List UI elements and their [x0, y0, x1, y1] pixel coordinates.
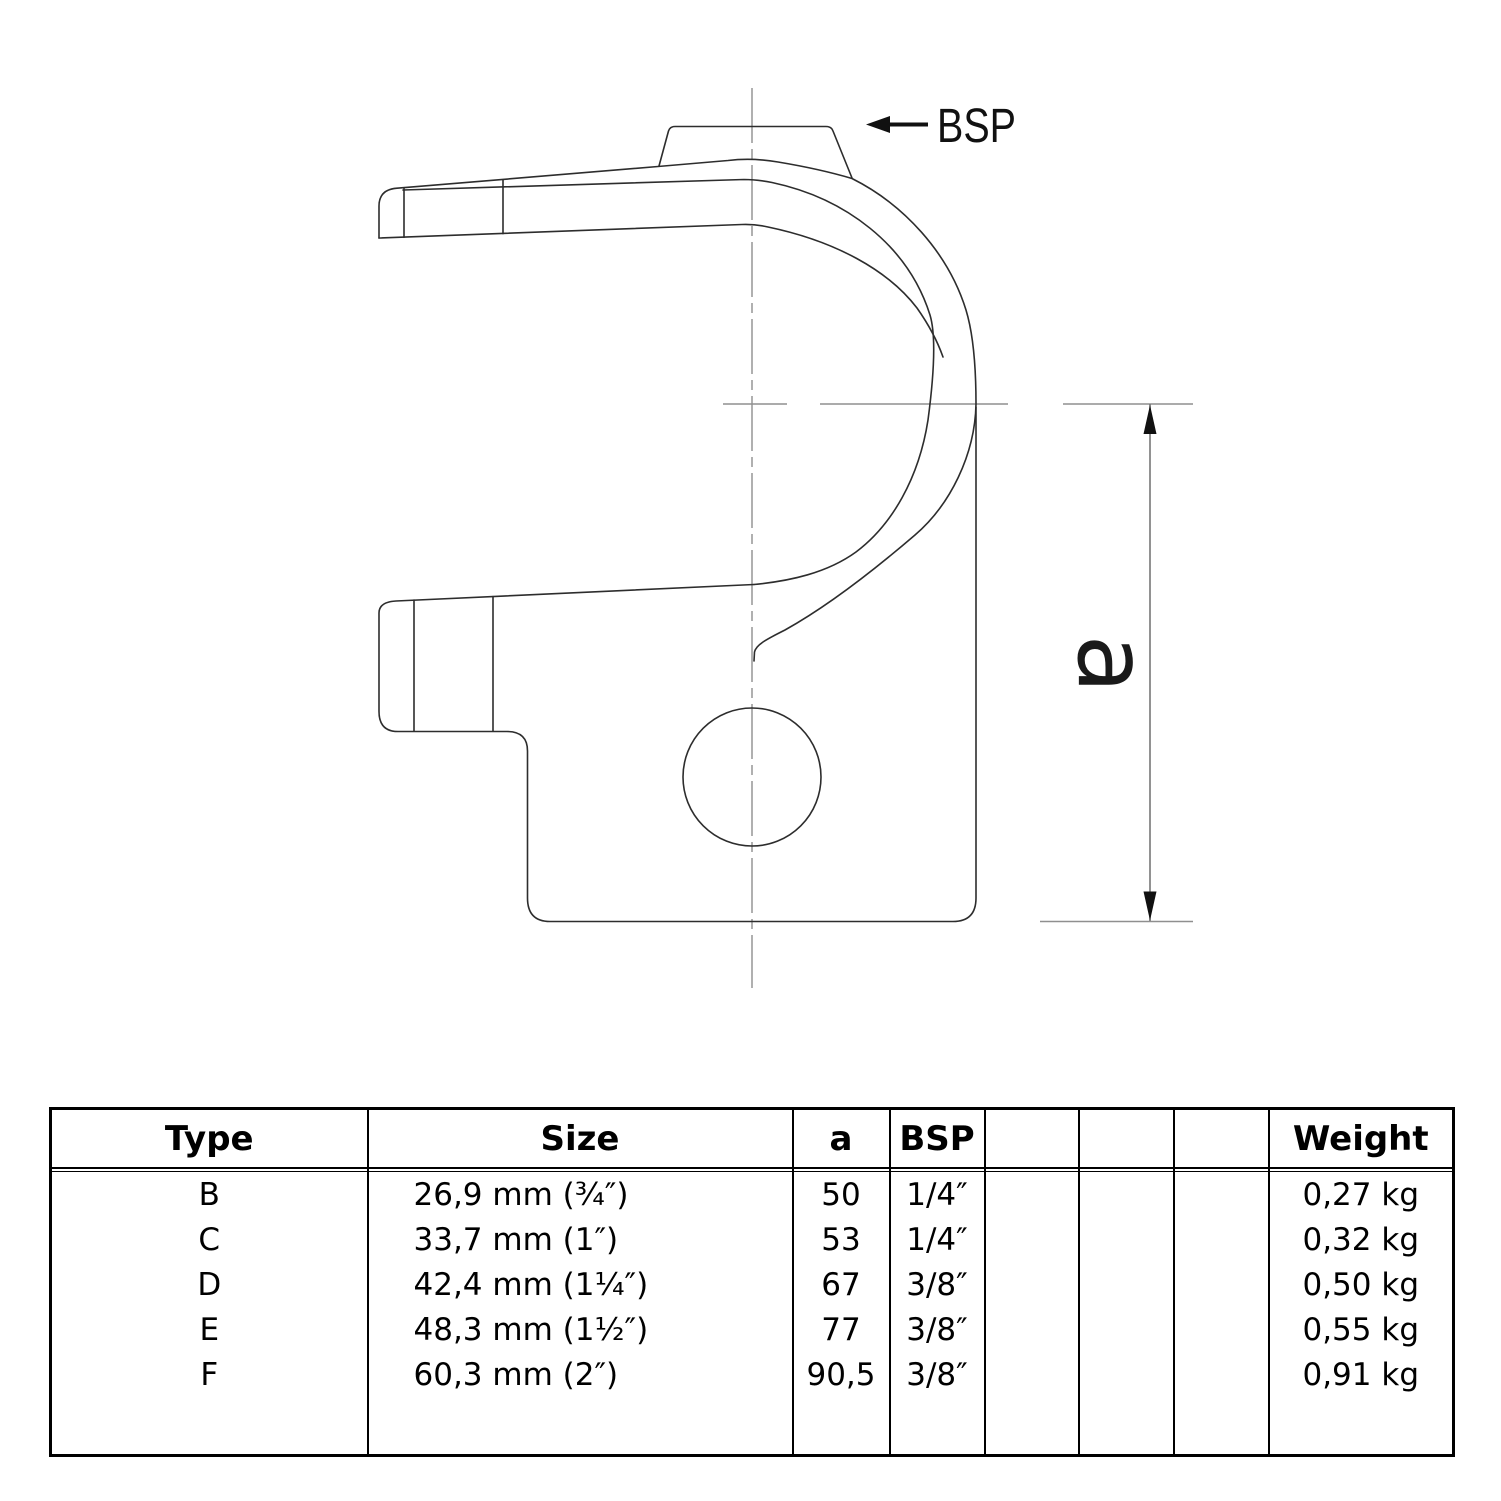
- cell-size: 48,3 mm (1½″): [368, 1308, 793, 1353]
- bsp-label: BSP: [937, 100, 1016, 153]
- cell-a: 77: [793, 1308, 890, 1353]
- table-filler-row: [51, 1398, 1454, 1456]
- saddle-inner-edge: [403, 180, 934, 585]
- cell-weight: 0,32 kg: [1269, 1217, 1454, 1262]
- cell-type: D: [51, 1262, 368, 1307]
- header-type: Type: [51, 1109, 368, 1169]
- cell-bsp: 3/8″: [890, 1262, 985, 1307]
- cell-bsp: 3/8″: [890, 1308, 985, 1353]
- cell-a: 67: [793, 1262, 890, 1307]
- header-empty2: [1079, 1109, 1174, 1169]
- cell-size: 33,7 mm (1″): [368, 1217, 793, 1262]
- cell-type: C: [51, 1217, 368, 1262]
- dimension-a-label: a: [1056, 634, 1168, 694]
- table-row: [51, 1308, 1454, 1353]
- jaw-face-lines: [404, 180, 503, 731]
- dimension-arrow-bottom: [1144, 892, 1157, 921]
- cell-type: E: [51, 1308, 368, 1353]
- cell-size: 26,9 mm (¾″): [368, 1172, 793, 1218]
- header-size: Size: [368, 1109, 793, 1169]
- jaw-upper-bottom-edge: [379, 224, 943, 357]
- body-outline: [379, 407, 976, 922]
- cell-size: 60,3 mm (2″): [368, 1353, 793, 1398]
- cell-size: 42,4 mm (1¼″): [368, 1262, 793, 1307]
- cell-weight: 0,27 kg: [1269, 1172, 1454, 1218]
- cell-bsp: 3/8″: [890, 1353, 985, 1398]
- table-row: [51, 1217, 1454, 1262]
- header-a: a: [793, 1109, 890, 1169]
- header-empty3: [1174, 1109, 1269, 1169]
- bsp-arrow-head: [866, 116, 890, 133]
- table-header-row: [51, 1109, 1454, 1169]
- dimension-arrow-top: [1144, 405, 1157, 434]
- cell-a: 90,5: [793, 1353, 890, 1398]
- table-row: [51, 1172, 1454, 1218]
- header-weight: Weight: [1269, 1109, 1454, 1169]
- cell-type: F: [51, 1353, 368, 1398]
- cell-weight: 0,91 kg: [1269, 1353, 1454, 1398]
- header-bsp: BSP: [890, 1109, 985, 1169]
- cell-weight: 0,55 kg: [1269, 1308, 1454, 1353]
- cell-a: 50: [793, 1172, 890, 1218]
- cell-bsp: 1/4″: [890, 1217, 985, 1262]
- cell-type: B: [51, 1172, 368, 1218]
- cell-weight: 0,50 kg: [1269, 1262, 1454, 1307]
- table-row: [51, 1262, 1454, 1307]
- table-row: [51, 1353, 1454, 1398]
- spec-table: [49, 1107, 1455, 1457]
- cell-a: 53: [793, 1217, 890, 1262]
- cell-bsp: 1/4″: [890, 1172, 985, 1218]
- header-empty1: [985, 1109, 1079, 1169]
